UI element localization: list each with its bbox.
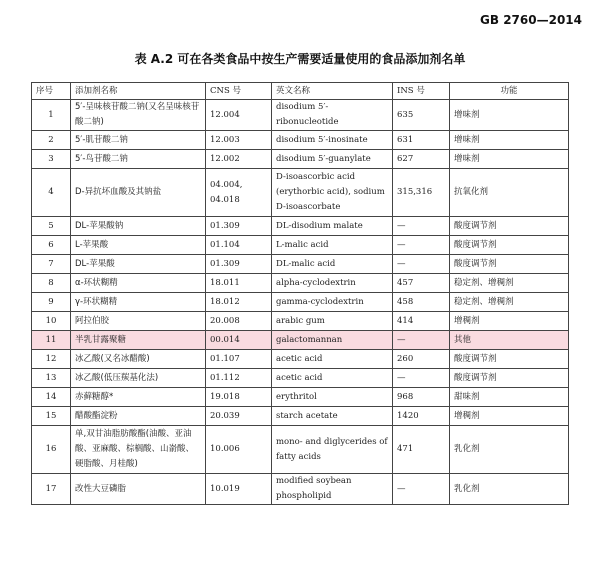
cell-name: 赤藓糖醇* bbox=[71, 388, 206, 407]
cell-function: 酸度调节剂 bbox=[450, 350, 569, 369]
cell-ins: 631 bbox=[393, 131, 450, 150]
cell-function: 增味剂 bbox=[450, 150, 569, 169]
cell-function: 酸度调节剂 bbox=[450, 236, 569, 255]
header-function: 功能 bbox=[450, 83, 569, 100]
cell-function: 酸度调节剂 bbox=[450, 255, 569, 274]
cell-no: 15 bbox=[32, 407, 71, 426]
header-english-name: 英文名称 bbox=[272, 83, 393, 100]
additives-table bbox=[31, 82, 569, 505]
table-row bbox=[32, 426, 569, 474]
cell-ins: 635 bbox=[393, 100, 450, 131]
header-name: 添加剂名称 bbox=[71, 83, 206, 100]
cell-name: 改性大豆磷脂 bbox=[71, 474, 206, 505]
cell-ins: 1420 bbox=[393, 407, 450, 426]
cell-ins: — bbox=[393, 236, 450, 255]
cell-english-name: galactomannan bbox=[272, 331, 393, 350]
cell-no: 4 bbox=[32, 169, 71, 217]
table-row bbox=[32, 474, 569, 505]
cell-name: 阿拉伯胶 bbox=[71, 312, 206, 331]
table-title: 表 A.2 可在各类食品中按生产需要适量使用的食品添加剂名单 bbox=[134, 52, 466, 66]
cell-no: 10 bbox=[32, 312, 71, 331]
cell-function: 增味剂 bbox=[450, 131, 569, 150]
cell-cns: 01.309 bbox=[206, 255, 272, 274]
cell-cns: 01.104 bbox=[206, 236, 272, 255]
cell-english-name: acetic acid bbox=[272, 369, 393, 388]
cell-ins: — bbox=[393, 474, 450, 505]
cell-name: 5′-鸟苷酸二钠 bbox=[71, 150, 206, 169]
cell-ins: 260 bbox=[393, 350, 450, 369]
cell-no: 7 bbox=[32, 255, 71, 274]
cell-no: 2 bbox=[32, 131, 71, 150]
cell-cns: 19.018 bbox=[206, 388, 272, 407]
cell-cns: 12.003 bbox=[206, 131, 272, 150]
cell-name: 冰乙酸(低压羰基化法) bbox=[71, 369, 206, 388]
cell-name: 单,双甘油脂肪酸酯(油酸、亚油酸、亚麻酸、棕榈酸、山嵛酸、硬脂酸、月桂酸) bbox=[71, 426, 206, 474]
cell-english-name: gamma-cyclodextrin bbox=[272, 293, 393, 312]
table-row bbox=[32, 169, 569, 217]
cell-name: D-异抗坏血酸及其钠盐 bbox=[71, 169, 206, 217]
cell-name: 5′-肌苷酸二钠 bbox=[71, 131, 206, 150]
cell-no: 8 bbox=[32, 274, 71, 293]
table-row bbox=[32, 150, 569, 169]
cell-cns: 12.002 bbox=[206, 150, 272, 169]
cell-function: 酸度调节剂 bbox=[450, 217, 569, 236]
cell-english-name: disodium 5′-guanylate bbox=[272, 150, 393, 169]
cell-function: 抗氧化剂 bbox=[450, 169, 569, 217]
cell-ins: — bbox=[393, 331, 450, 350]
table-row bbox=[32, 312, 569, 331]
cell-english-name: arabic gum bbox=[272, 312, 393, 331]
cell-function: 增稠剂 bbox=[450, 407, 569, 426]
cell-function: 乳化剂 bbox=[450, 474, 569, 505]
cell-english-name: disodium 5′-inosinate bbox=[272, 131, 393, 150]
cell-cns: 10.019 bbox=[206, 474, 272, 505]
cell-function: 酸度调节剂 bbox=[450, 369, 569, 388]
cell-ins: — bbox=[393, 255, 450, 274]
cell-ins: 627 bbox=[393, 150, 450, 169]
cell-english-name: modified soybean phospholipid bbox=[272, 474, 393, 505]
standard-number: GB 2760—2014 bbox=[480, 13, 582, 27]
cell-no: 6 bbox=[32, 236, 71, 255]
cell-no: 3 bbox=[32, 150, 71, 169]
table-row bbox=[32, 131, 569, 150]
cell-ins: 471 bbox=[393, 426, 450, 474]
cell-ins: 414 bbox=[393, 312, 450, 331]
header-ins: INS 号 bbox=[393, 83, 450, 100]
cell-function: 增味剂 bbox=[450, 100, 569, 131]
cell-function: 乳化剂 bbox=[450, 426, 569, 474]
cell-no: 17 bbox=[32, 474, 71, 505]
cell-no: 9 bbox=[32, 293, 71, 312]
cell-cns: 12.004 bbox=[206, 100, 272, 131]
cell-english-name: disodium 5′-ribonucleotide bbox=[272, 100, 393, 131]
header-cns: CNS 号 bbox=[206, 83, 272, 100]
header-no: 序号 bbox=[32, 83, 71, 100]
cell-function: 稳定剂、增稠剂 bbox=[450, 293, 569, 312]
cell-cns: 01.112 bbox=[206, 369, 272, 388]
cell-name: 醋酸酯淀粉 bbox=[71, 407, 206, 426]
cell-ins: — bbox=[393, 369, 450, 388]
table-row bbox=[32, 331, 569, 350]
cell-no: 14 bbox=[32, 388, 71, 407]
cell-name: 5′-呈味核苷酸二钠(又名呈味核苷酸二钠) bbox=[71, 100, 206, 131]
table-row bbox=[32, 236, 569, 255]
cell-no: 1 bbox=[32, 100, 71, 131]
cell-cns: 10.006 bbox=[206, 426, 272, 474]
cell-name: 冰乙酸(又名冰醋酸) bbox=[71, 350, 206, 369]
table-header-row bbox=[32, 83, 569, 100]
cell-english-name: starch acetate bbox=[272, 407, 393, 426]
cell-cns: 00.014 bbox=[206, 331, 272, 350]
cell-cns: 18.011 bbox=[206, 274, 272, 293]
cell-ins: — bbox=[393, 217, 450, 236]
cell-no: 13 bbox=[32, 369, 71, 388]
cell-english-name: alpha-cyclodextrin bbox=[272, 274, 393, 293]
cell-name: α-环状糊精 bbox=[71, 274, 206, 293]
cell-ins: 457 bbox=[393, 274, 450, 293]
cell-english-name: D-isoascorbic acid (erythorbic acid), sodium D-isoascorbate bbox=[272, 169, 393, 217]
cell-ins: 968 bbox=[393, 388, 450, 407]
cell-cns: 01.309 bbox=[206, 217, 272, 236]
cell-function: 甜味剂 bbox=[450, 388, 569, 407]
cell-function: 稳定剂、增稠剂 bbox=[450, 274, 569, 293]
cell-name: DL-苹果酸钠 bbox=[71, 217, 206, 236]
table-row bbox=[32, 407, 569, 426]
cell-cns: 04.004, 04.018 bbox=[206, 169, 272, 217]
table-row bbox=[32, 369, 569, 388]
cell-cns: 18.012 bbox=[206, 293, 272, 312]
cell-english-name: mono- and diglycerides of fatty acids bbox=[272, 426, 393, 474]
cell-cns: 20.039 bbox=[206, 407, 272, 426]
table-row bbox=[32, 100, 569, 131]
cell-name: γ-环状糊精 bbox=[71, 293, 206, 312]
table-row bbox=[32, 350, 569, 369]
table-row bbox=[32, 293, 569, 312]
table-row bbox=[32, 217, 569, 236]
cell-ins: 315,316 bbox=[393, 169, 450, 217]
table-row bbox=[32, 388, 569, 407]
table-row bbox=[32, 274, 569, 293]
cell-ins: 458 bbox=[393, 293, 450, 312]
cell-no: 11 bbox=[32, 331, 71, 350]
cell-cns: 20.008 bbox=[206, 312, 272, 331]
cell-cns: 01.107 bbox=[206, 350, 272, 369]
cell-no: 16 bbox=[32, 426, 71, 474]
cell-function: 其他 bbox=[450, 331, 569, 350]
table-row bbox=[32, 255, 569, 274]
cell-english-name: acetic acid bbox=[272, 350, 393, 369]
cell-english-name: DL-disodium malate bbox=[272, 217, 393, 236]
cell-no: 5 bbox=[32, 217, 71, 236]
table-body bbox=[32, 100, 569, 505]
cell-function: 增稠剂 bbox=[450, 312, 569, 331]
cell-english-name: erythritol bbox=[272, 388, 393, 407]
cell-name: L-苹果酸 bbox=[71, 236, 206, 255]
cell-no: 12 bbox=[32, 350, 71, 369]
cell-name: DL-苹果酸 bbox=[71, 255, 206, 274]
cell-name: 半乳甘露聚糖 bbox=[71, 331, 206, 350]
cell-english-name: L-malic acid bbox=[272, 236, 393, 255]
cell-english-name: DL-malic acid bbox=[272, 255, 393, 274]
